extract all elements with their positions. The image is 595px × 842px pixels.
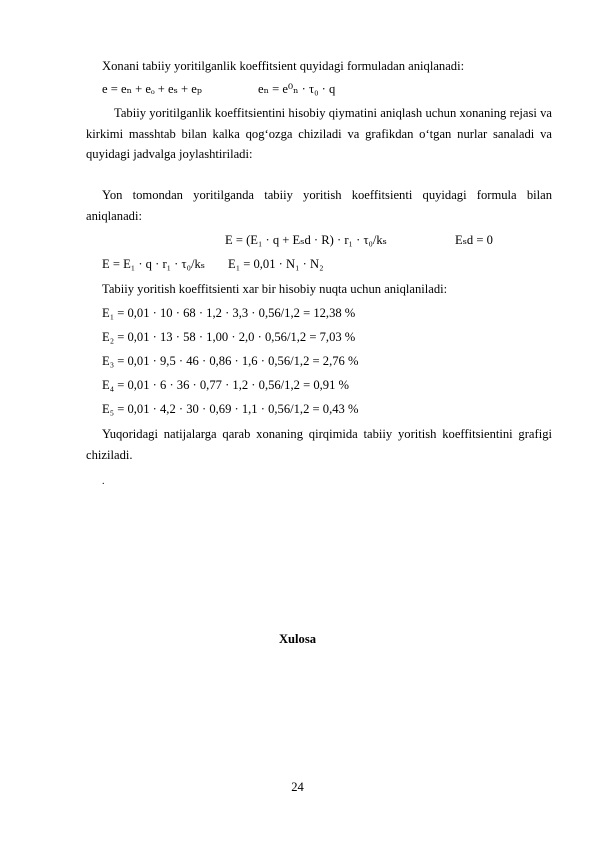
formula-e1: E = E₁ · q · r₁ · τ₀/kₛ — [102, 257, 206, 271]
formula-e1-b: E₁ = 0,01 · N₁ · N₂ — [228, 257, 324, 271]
paragraph-3: Yuqoridagi natijalarga qarab xonaning qirqimida tabiiy yoritish koeffitsientini grafigi chiziladi. — [86, 427, 552, 462]
paragraph-1: Tabiiy yoritilganlik koeffitsientini hisobiy qiymatini aniqlash uchun xonaning rejasi va kirkimi masshtab bilan kalka qog‘ozga chiziladi va grafikdan o‘tgan nurlar sanaladi va quyidagi jadvalga joylashtiriladi: — [86, 106, 552, 161]
stray-dot: . — [102, 476, 105, 487]
formula-e: E = (E₁ · q + Eₛd · R) · r₁ · τ₀/kₛ — [225, 233, 387, 247]
formula-en: eₙ = e⁰ₙ · τ₀ · q — [258, 82, 336, 96]
calc-line-1: E₁ = 0,01 · 10 · 68 · 1,2 · 3,3 · 0,56/1,2 = 12,38 % — [102, 306, 356, 320]
intro-text: Xonani tabiiy yoritilganlik koeffitsient quyidagi formuladan aniqlanadi: — [102, 59, 465, 73]
section-heading: Xulosa — [278, 632, 317, 646]
calc-intro: Tabiiy yoritish koeffitsienti xar bir hisobiy nuqta uchun aniqlaniladi: — [102, 282, 448, 296]
page-number: 24 — [291, 780, 304, 794]
calc-line-4: E₄ = 0,01 · 6 · 36 · 0,77 · 1,2 · 0,56/1,2 = 0,91 % — [102, 378, 350, 392]
calc-line-5: E₅ = 0,01 · 4,2 · 30 · 0,69 · 1,1 · 0,56/1,2 = 0,43 % — [102, 402, 359, 416]
calc-line-3: E₃ = 0,01 · 9,5 · 46 · 0,86 · 1,6 · 0,56/1,2 = 2,76 % — [102, 354, 359, 368]
formula-esd: Eₛd = 0 — [455, 233, 493, 247]
calc-line-2: E₂ = 0,01 · 13 · 58 · 1,00 · 2,0 · 0,56/1,2 = 7,03 % — [102, 330, 356, 344]
formula-main: e = eₙ + eₒ + eₛ + eₚ — [102, 82, 202, 96]
paragraph-2: Yon tomondan yoritilganda tabiiy yoritish koeffitsienti quyidagi formula bilan aniqlanadi: — [86, 188, 552, 223]
